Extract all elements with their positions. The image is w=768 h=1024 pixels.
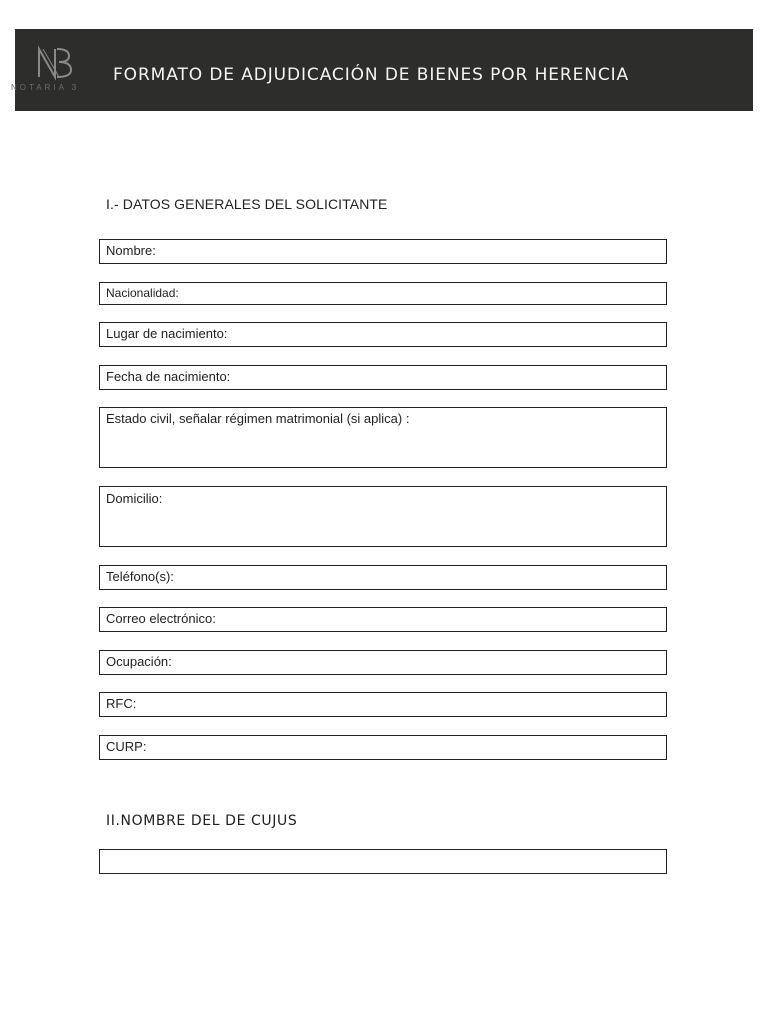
- field-label: Domicilio:: [106, 491, 163, 506]
- section-title-de-cujus: II.NOMBRE DEL DE CUJUS: [106, 813, 298, 829]
- nacionalidad-field[interactable]: [99, 282, 667, 305]
- de-cujus-name-field[interactable]: [99, 849, 667, 874]
- field-label: Ocupación:: [106, 654, 172, 669]
- nombre-field[interactable]: [99, 239, 667, 264]
- domicilio-field[interactable]: [99, 486, 667, 547]
- fecha-nacimiento-field[interactable]: [99, 365, 667, 390]
- document-header: [11, 29, 753, 111]
- telefono-field[interactable]: [99, 565, 667, 590]
- logo-text: NOTARIA 3: [11, 83, 80, 92]
- field-label: Teléfono(s):: [106, 569, 174, 584]
- field-label: Nacionalidad:: [106, 286, 179, 300]
- estado-civil-field[interactable]: [99, 407, 667, 468]
- field-label: RFC:: [106, 696, 137, 711]
- field-label: Estado civil, señalar régimen matrimonial (si aplica) :: [106, 411, 410, 426]
- rfc-field[interactable]: [99, 692, 667, 717]
- field-label: Nombre:: [106, 243, 156, 258]
- field-label: CURP:: [106, 739, 147, 754]
- curp-field[interactable]: [99, 735, 667, 760]
- section-title-datos-generales: I.- DATOS GENERALES DEL SOLICITANTE: [106, 196, 388, 212]
- field-label: Lugar de nacimiento:: [106, 326, 228, 341]
- correo-electronico-field[interactable]: [99, 607, 667, 632]
- notaria-logo: [11, 29, 115, 111]
- nb-monogram-icon: [35, 43, 75, 83]
- lugar-nacimiento-field[interactable]: [99, 322, 667, 347]
- field-label: Fecha de nacimiento:: [106, 369, 231, 384]
- document-title: FORMATO DE ADJUDICACIÓN DE BIENES POR HERENCIA: [113, 65, 630, 85]
- field-label: Correo electrónico:: [106, 611, 216, 626]
- ocupacion-field[interactable]: [99, 650, 667, 675]
